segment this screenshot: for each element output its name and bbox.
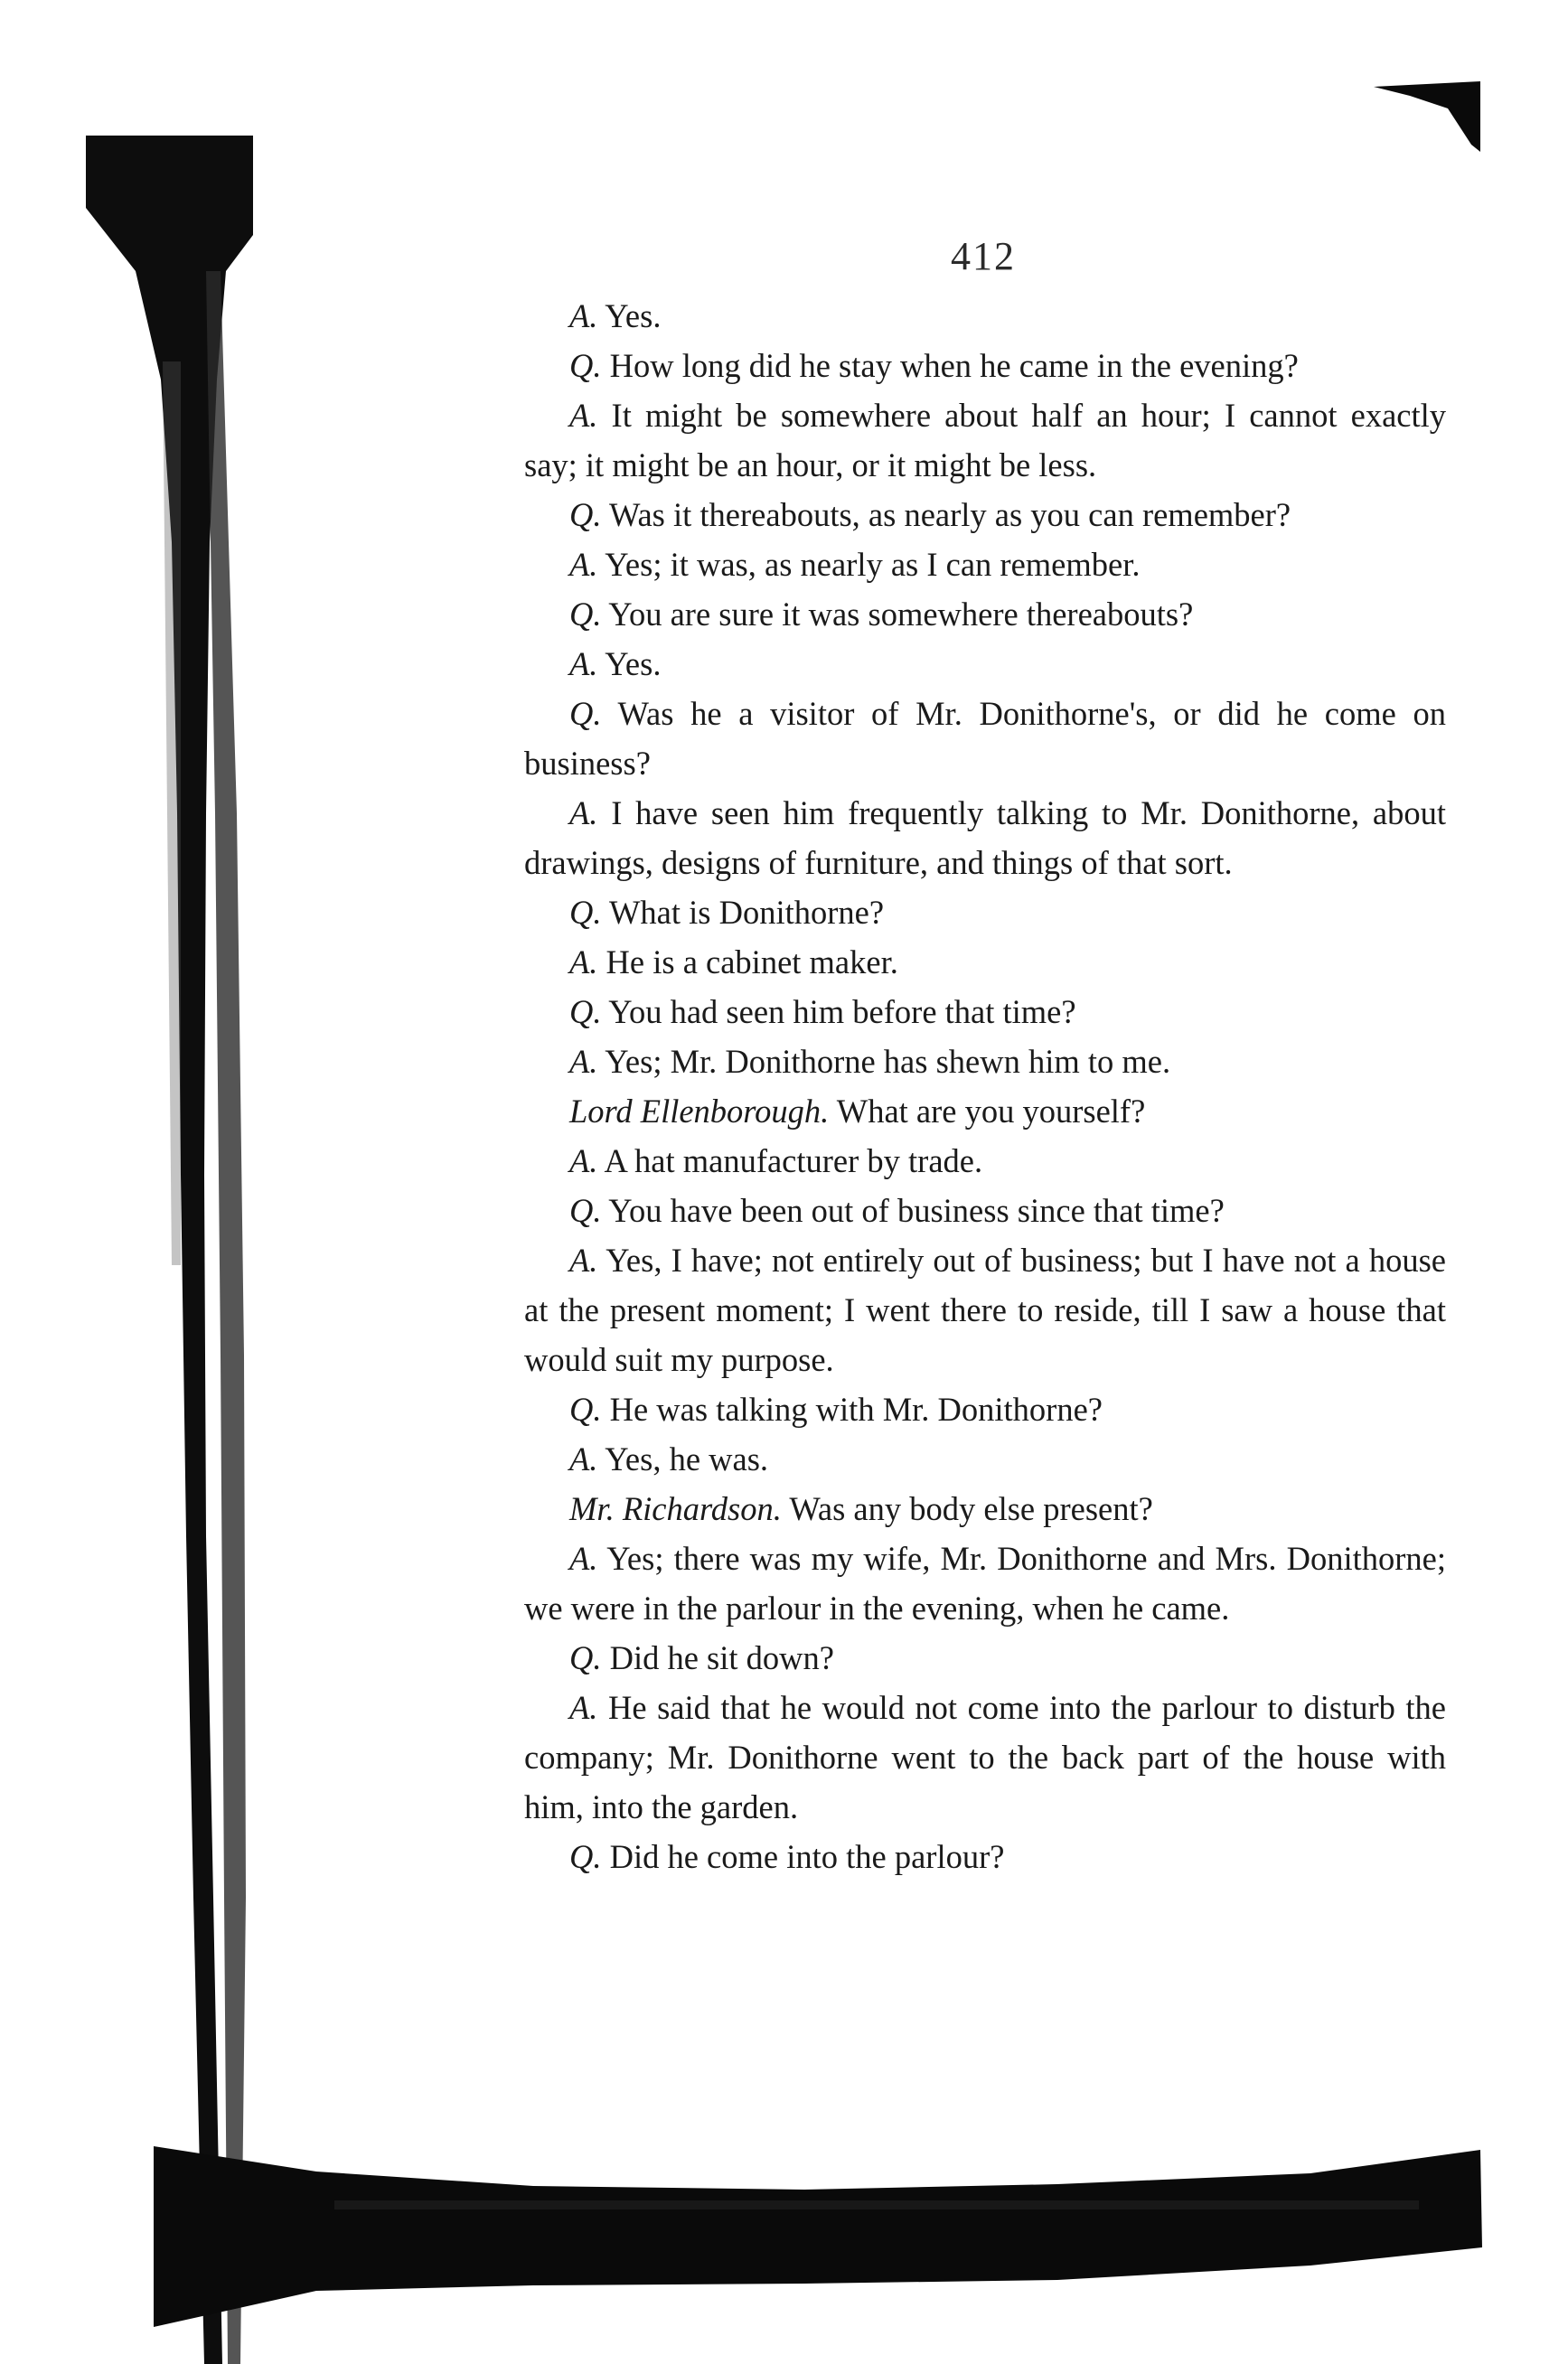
speaker-label: A.	[569, 1440, 598, 1478]
paragraph-text: Was he a visitor of Mr. Donithorne's, or did he come on business?	[524, 695, 1446, 782]
paragraph-text: What is Donithorne?	[608, 894, 885, 931]
paragraph-text: It might be somewhere about half an hour; I cannot exactly say; it might be an hour, or it might be less.	[524, 397, 1447, 483]
paragraph	[524, 1683, 1446, 1832]
speaker-label: A.	[569, 1142, 598, 1179]
speaker-label: Q.	[569, 1391, 602, 1428]
paragraph-text: Yes; it was, as nearly as I can remember.	[605, 546, 1141, 583]
speaker-label: A.	[569, 397, 598, 434]
paragraph-text: Yes; there was my wife, Mr. Donithorne and Mrs. Donithorne; we were in the parlour in the evening, when he came.	[524, 1540, 1446, 1627]
speaker-label: A.	[569, 645, 598, 682]
speaker-label: Q.	[569, 496, 602, 533]
paragraph	[524, 1086, 1446, 1136]
paragraph	[524, 1534, 1446, 1633]
paragraph	[524, 1384, 1446, 1434]
paragraph	[524, 589, 1446, 639]
paragraph	[524, 490, 1446, 539]
speaker-label: A.	[569, 546, 598, 583]
speaker-label: Q.	[569, 894, 602, 931]
paragraph	[524, 390, 1446, 490]
speaker-label: A.	[569, 794, 598, 831]
speaker-label: Q.	[569, 596, 602, 633]
paragraph-text: You had seen him before that time?	[608, 993, 1076, 1030]
paragraph-text: Was any body else present?	[789, 1490, 1153, 1527]
paragraph	[524, 689, 1446, 788]
speaker-label: Lord Ellenborough.	[569, 1093, 830, 1130]
corner-fold-decoration	[1374, 81, 1482, 154]
paragraph	[524, 887, 1446, 937]
paragraph-text: Yes; Mr. Donithorne has shewn him to me.	[605, 1043, 1171, 1080]
paragraph-text: How long did he stay when he came in the evening?	[609, 347, 1299, 384]
paragraph	[524, 1235, 1446, 1384]
paragraph	[524, 937, 1446, 987]
paragraph-text: Did he sit down?	[609, 1639, 834, 1676]
speaker-label: A.	[569, 943, 598, 980]
speaker-label: A.	[569, 1043, 598, 1080]
paragraph	[524, 1037, 1446, 1086]
paragraph-text: What are you yourself?	[836, 1093, 1146, 1130]
paragraph	[524, 788, 1446, 887]
bottom-edge-shadow-decoration	[154, 2146, 1482, 2327]
paragraph-text: He said that he would not come into the parlour to disturb the company; Mr. Donithorne went to the back part of the house with him, into the garden.	[524, 1689, 1447, 1825]
paragraph	[524, 987, 1446, 1037]
page-number: 412	[951, 234, 1016, 278]
paragraph-text: I have seen him frequently talking to Mr. Donithorne, about drawings, designs of furniture, and things of that sort.	[524, 794, 1446, 881]
paragraph	[524, 1484, 1446, 1534]
paragraph-text: Did he come into the parlour?	[609, 1838, 1005, 1875]
speaker-label: A.	[569, 1242, 598, 1279]
speaker-label: Q.	[569, 993, 602, 1030]
paragraph	[524, 539, 1446, 589]
paragraph	[524, 1434, 1446, 1484]
paragraph	[524, 1832, 1446, 1881]
paragraph	[524, 1633, 1446, 1683]
paragraph-text: He is a cabinet maker.	[606, 943, 898, 980]
paragraph	[524, 291, 1446, 341]
paragraph	[524, 639, 1446, 689]
paragraph-text: A hat manufacturer by trade.	[604, 1142, 983, 1179]
paragraph-text: You are sure it was somewhere thereabouts?	[608, 596, 1194, 633]
speaker-label: Q.	[569, 1192, 602, 1229]
speaker-label: A.	[569, 1689, 598, 1726]
speaker-label: A.	[569, 1540, 598, 1577]
speaker-label: A.	[569, 297, 598, 334]
paragraph-text: You have been out of business since that time?	[608, 1192, 1225, 1229]
paragraph-text: Yes.	[605, 297, 662, 334]
speaker-label: Q.	[569, 347, 602, 384]
paragraph-text: Yes.	[605, 645, 662, 682]
paragraph	[524, 341, 1446, 390]
transcript-body	[524, 291, 1446, 1881]
speaker-label: Q.	[569, 695, 602, 732]
paragraph-text: Yes, I have; not entirely out of business; but I have not a house at the present moment; I went there to reside, till I saw a house that would suit my purpose.	[524, 1242, 1446, 1378]
speaker-label: Q.	[569, 1639, 602, 1676]
paragraph-text: Was it thereabouts, as nearly as you can remember?	[608, 496, 1291, 533]
paragraph-text: Yes, he was.	[605, 1440, 769, 1478]
binding-shadow-decoration	[0, 0, 253, 2364]
paragraph	[524, 1186, 1446, 1235]
speaker-label: Q.	[569, 1838, 602, 1875]
paragraph-text: He was talking with Mr. Donithorne?	[609, 1391, 1103, 1428]
paragraph	[524, 1136, 1446, 1186]
speaker-label: Mr. Richardson.	[569, 1490, 782, 1527]
